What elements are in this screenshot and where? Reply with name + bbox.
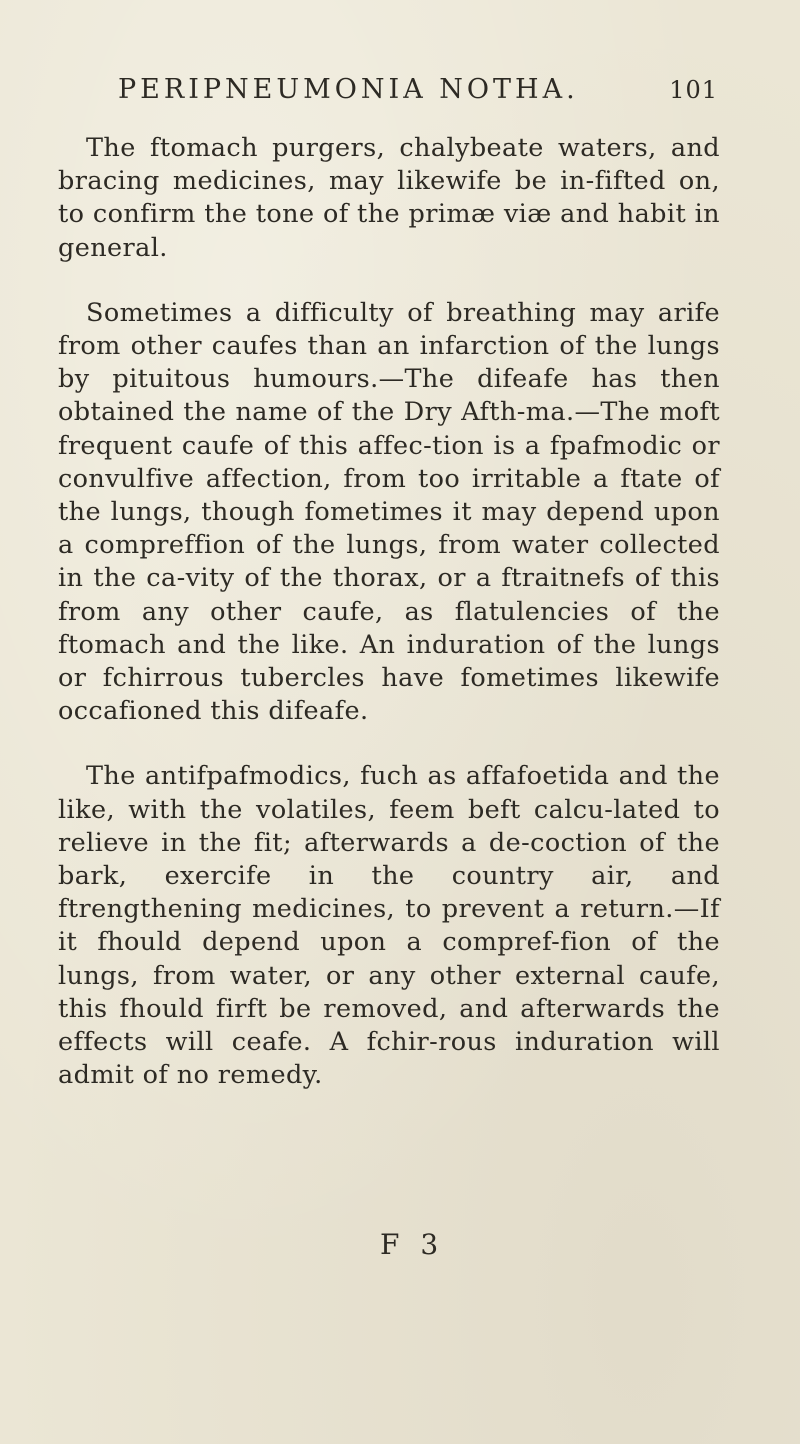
paragraph: The antifpafmodics, fuch as affafoetida and the like, with the volatiles, feem beft calcu-lated to relieve in the fit; afterwards a de-coction of the bark, exercife in the country air, and ftrengthening medicines, to prevent a return.—If it fhould depend upon a compref-fion of the lungs, from water, or any other external caufe, this fhould firft be removed, and afterwards the effects will ceafe. A fchir-rous induration will admit of no remedy. bbox=[58, 761, 720, 1091]
page-number: 101 bbox=[669, 76, 718, 104]
paragraph: Sometimes a difficulty of breathing may arife from other caufes than an infarction of the lungs by pituitous humours.—The difeafe has then obtained the name of the Dry Afth-ma.—The moft frequent caufe of this affec-tion is a fpafmodic or convulfive affection, from too irritable a ftate of the lungs, though fometimes it may depend upon a compreffion of the lungs, from water collected in the ca-vity of the thorax, or a ftraitnefs of this from any other caufe, as flatulencies of the ftomach and the like. An induration of the lungs or fchirrous tubercles have fometimes likewife occafioned this difeafe. bbox=[58, 297, 720, 727]
running-title: PERIPNEUMONIA NOTHA. bbox=[118, 74, 579, 105]
paragraph: The ftomach purgers, chalybeate waters, and bracing medicines, may likewife be in-fifted on, to confirm the tone of the primæ viæ and habit in general. bbox=[58, 133, 720, 263]
signature-mark: F 3 bbox=[380, 1228, 445, 1261]
body-text bbox=[58, 132, 720, 1124]
page-header bbox=[118, 74, 718, 105]
